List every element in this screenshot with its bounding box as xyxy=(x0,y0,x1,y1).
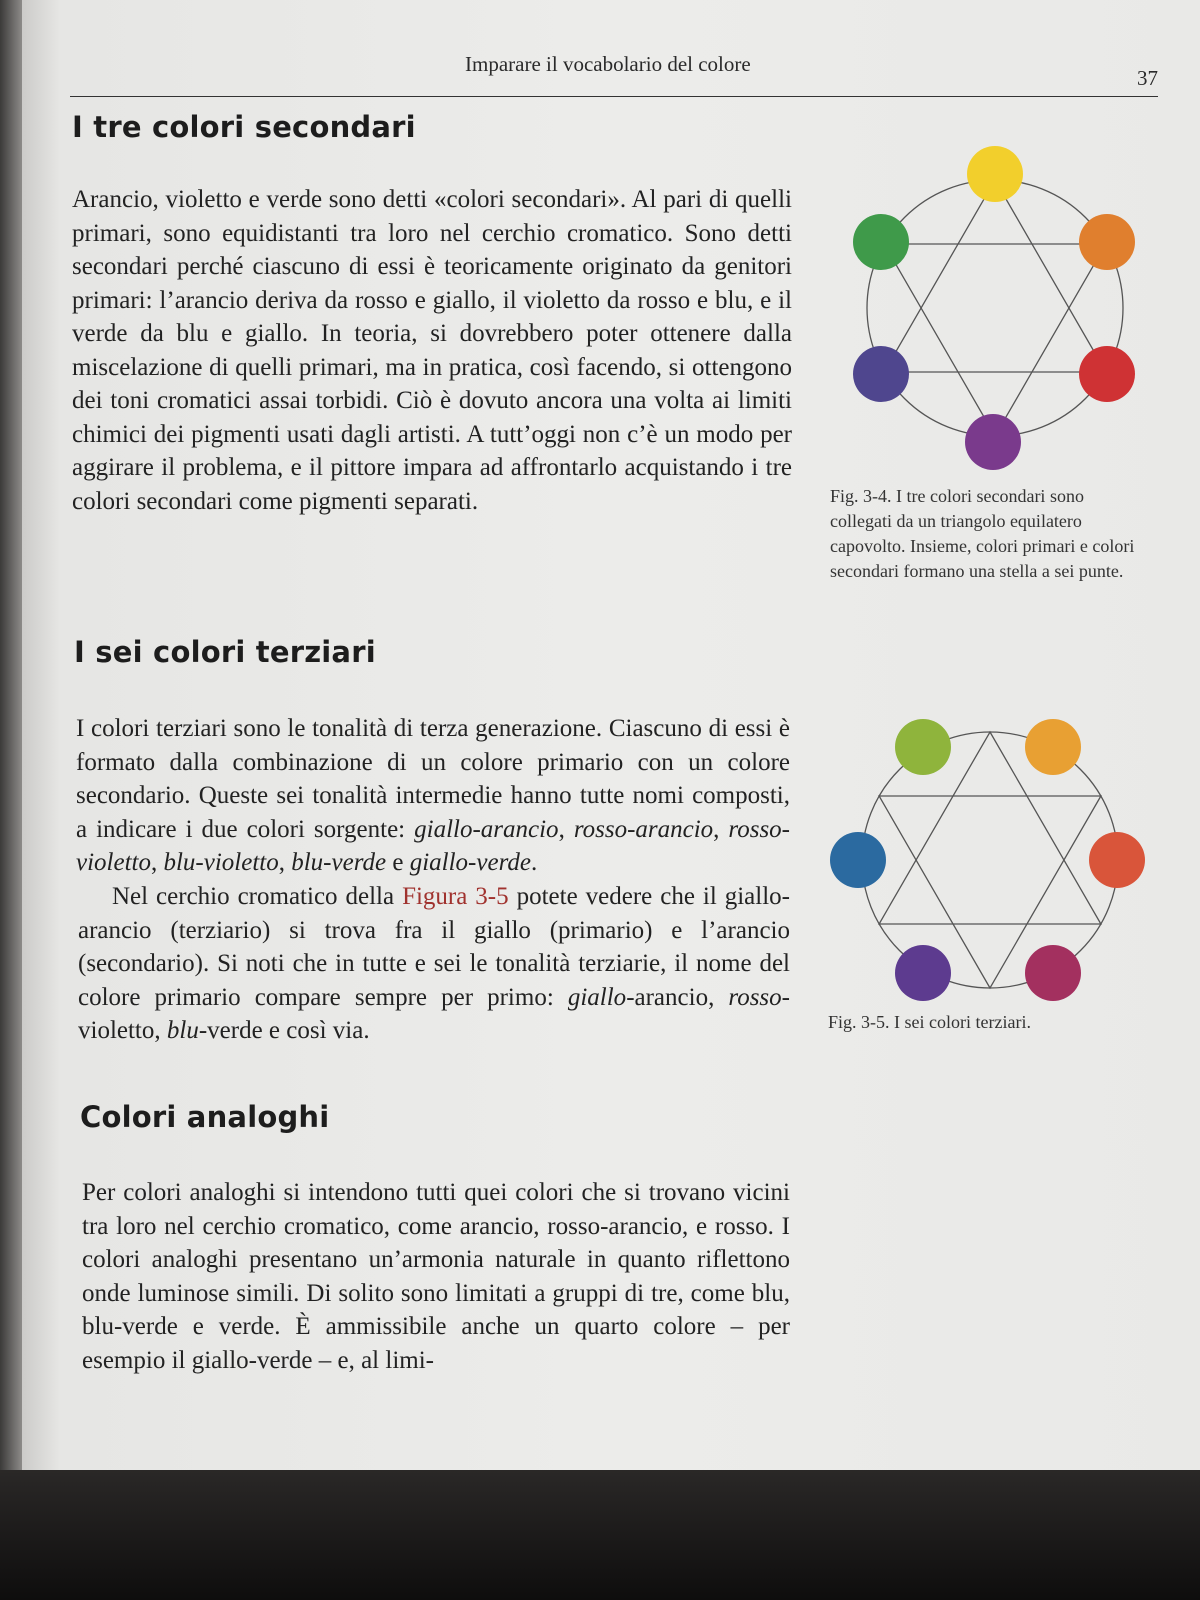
example-rosso: rosso xyxy=(728,983,782,1011)
wheel-circle xyxy=(867,180,1123,436)
figure-ref-text-rest: potete vedere che il giallo-arancio (terziario) si trova fra il giallo (primario) e l’arancio (secondario). Si noti che in tutte e sei le tonalità terziarie, il nome del colore primario compare sempre per primo: xyxy=(78,883,790,1011)
figure-3-5-caption: Fig. 3-5. I sei colori terziari. xyxy=(828,1012,1031,1032)
name-rosso-violetto: rosso-violetto xyxy=(76,815,791,876)
example-giallo: giallo xyxy=(567,983,627,1011)
name-comma: , xyxy=(278,849,285,876)
paragraph-tertiary-intro xyxy=(76,712,790,880)
tertiary-intro-text: I colori terziari sono le tonalità di terza generazione. Ciascuno di essi è formato dalla combinazione di un colore primario con un colore secondario. Queste sei tonalità intermedie hanno tutte nomi composti, a indicare i due colori sorgente: xyxy=(76,715,790,843)
example-blu: blu xyxy=(166,1017,199,1044)
figure-3-5-color-wheel xyxy=(825,710,1155,1010)
dot-violet xyxy=(965,414,1021,470)
name-comma: , xyxy=(150,849,158,876)
dot-blue-green xyxy=(830,832,886,888)
book-spine-shadow xyxy=(0,0,22,1470)
page-number: 37 xyxy=(1137,66,1158,90)
name-giallo-verde: giallo-verde xyxy=(409,849,531,876)
name-and: e xyxy=(392,849,404,876)
figure-3-4-color-wheel xyxy=(845,138,1145,478)
paragraph-tertiary-figure-ref xyxy=(78,880,790,1048)
primary-triangle xyxy=(884,180,1106,372)
example-giallo-rest: -arancio, xyxy=(626,983,715,1011)
heading-analogous-colors: Colori analoghi xyxy=(80,1100,330,1134)
dot-red-orange xyxy=(1089,832,1145,888)
name-period: . xyxy=(530,849,538,876)
name-comma: , xyxy=(558,815,565,843)
example-blu-rest: -verde e così via. xyxy=(198,1017,370,1044)
heading-secondary-colors: I tre colori secondari xyxy=(72,110,416,144)
dot-blue xyxy=(853,346,909,402)
paragraph-secondary-colors: Arancio, violetto e verde sono detti «colori secondari». Al pari di quelli primari, sono equidistanti tra loro nel cerchio cromatico. Sono detti secondari perché ciascuno di essi è teoricamente originato da genitori primari: l’arancio deriva da rosso e giallo, il violetto da rosso e blu, e il verde da blu e giallo. In teoria, si dovrebbero poter ottenere dalla miscelazione di quelli primari, ma in pratica, così facendo, si ottengono dei toni cromatici assai torbidi. Ciò è dovuto ancora una volta ai limiti chimici dei pigmenti usati dagli artisti. A tutt’oggi non c’è un modo per aggirare il problema, e il pittore impara ad affrontarlo acquistando i tre colori secondari come pigmenti separati. xyxy=(72,186,792,515)
dot-red-violet xyxy=(1025,945,1081,1001)
name-blu-violetto: blu-violetto xyxy=(163,849,279,876)
name-comma: , xyxy=(713,815,720,843)
dot-yellow xyxy=(967,146,1023,202)
dot-yellow-orange xyxy=(1025,719,1081,775)
heading-tertiary-colors: I sei colori terziari xyxy=(74,635,376,669)
background-surface xyxy=(0,1470,1200,1600)
dot-blue-violet xyxy=(895,945,951,1001)
name-blu-verde: blu-verde xyxy=(291,849,387,876)
figure-3-4-caption: Fig. 3-4. I tre colori secondari sono collegati da un triangolo equilatero capovolto. Insieme, colori primari e colori secondari formano una stella a sei punte. xyxy=(830,486,1135,581)
secondary-triangle xyxy=(884,244,1106,436)
running-title: Imparare il vocabolario del colore xyxy=(465,52,751,76)
dot-green xyxy=(853,214,909,270)
dot-orange xyxy=(1079,214,1135,270)
dot-yellow-green xyxy=(895,719,951,775)
name-rosso-arancio: rosso-arancio xyxy=(573,815,714,843)
header-rule xyxy=(70,96,1158,97)
dot-red xyxy=(1079,346,1135,402)
figure-ref-text-start: Nel cerchio cromatico della xyxy=(112,883,395,910)
paragraph-analogous-colors: Per colori analoghi si intendono tutti quei colori che si trovano vicini tra loro nel cerchio cromatico, come arancio, rosso-arancio, e rosso. I colori analoghi presentano un’armonia naturale in quanto riflettono onde luminose simili. Di solito sono limitati a gruppi di tre, come blu, blu-verde e verde. È ammissibile anche un quarto colore – per esempio il giallo-verde – e, al limi- xyxy=(82,1179,790,1374)
name-giallo-arancio: giallo-arancio xyxy=(414,815,559,843)
example-rosso-rest: -violetto, xyxy=(78,983,790,1044)
wheel-circle xyxy=(862,732,1118,988)
figure-3-5-link[interactable]: Figura 3-5 xyxy=(402,883,509,910)
